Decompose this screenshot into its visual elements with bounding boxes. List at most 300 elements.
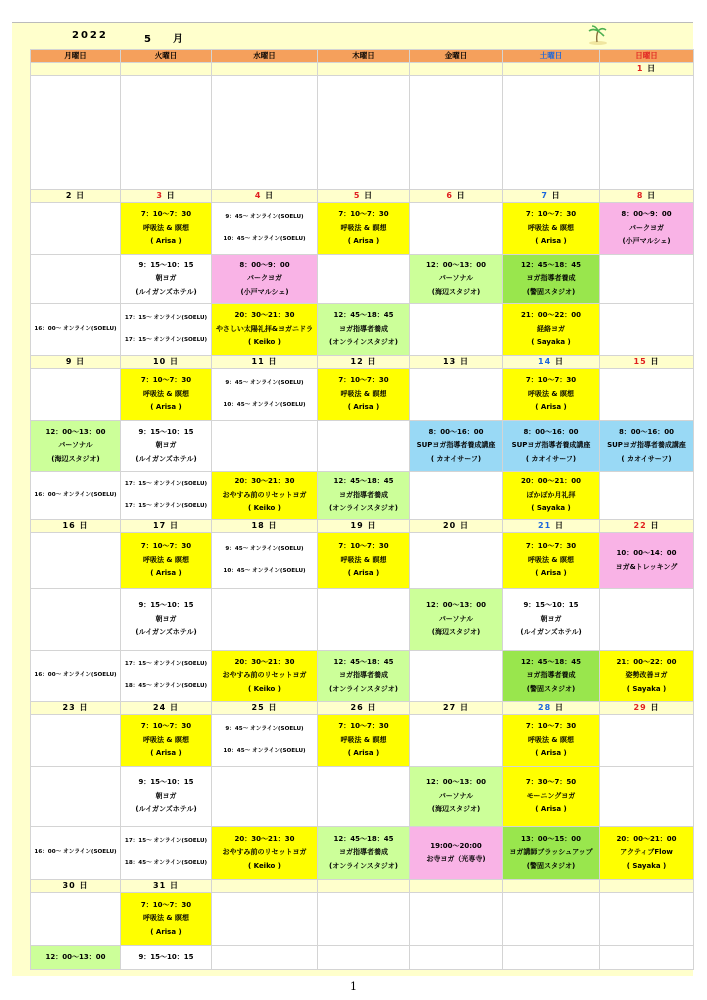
empty-cell [318,893,410,946]
event-cell[interactable] [121,893,212,946]
day-number-value: 12 [350,356,364,366]
empty-cell [410,893,503,946]
event-text: ヨガ講師ブラッシュアップ [509,848,593,857]
day-number: 31 日 [121,880,212,893]
empty-cell [31,767,121,827]
event-cell[interactable] [212,827,318,880]
event-text: 21：00〜22：00 [616,657,677,666]
day-number [212,880,318,893]
event-cell[interactable] [503,304,600,356]
event-text: 20：00〜21：00 [616,834,677,843]
event-cell[interactable] [318,827,410,880]
event-text: 7：30〜7：50 [525,778,577,787]
event-text: 20：30〜21：30 [234,834,295,843]
empty-cell [410,304,503,356]
event-text: ヨガ&トレッキング [615,562,678,571]
event-text: 17：15〜 オンライン(SOELU) [124,480,208,487]
day-number [212,63,318,76]
empty-cell [212,76,318,190]
event-cell[interactable] [121,589,212,651]
event-text: 20：00〜21：00 [521,477,581,486]
event-text: 9：15〜10：15 [523,601,579,610]
event-text: ( Arisa ) [347,749,380,758]
event-cell[interactable] [503,767,600,827]
page-number: 1 [350,980,357,993]
day-number: 15 日 [600,356,694,369]
event-text: 経絡ヨガ [537,324,565,333]
event-text: 呼吸法 & 瞑想 [143,735,189,744]
event-text: 17：15〜 オンライン(SOELU) [124,314,208,321]
day-number: 22 日 [600,520,694,533]
day-number-value: 9 [65,356,73,366]
empty-cell [318,255,410,304]
empty-cell [212,421,318,472]
event-text: 呼吸法 & 瞑想 [528,735,574,744]
event-text: 呼吸法 & 瞑想 [143,389,189,398]
event-text: 10：45〜 オンライン(SOELU) [223,235,306,242]
event-cell[interactable] [410,589,503,651]
empty-cell [318,946,410,970]
day-number-value: 28 [538,702,552,712]
day-number [410,880,503,893]
event-cell[interactable] [121,304,212,356]
event-text: 12：00〜13：00 [45,952,106,961]
event-text: 朝ヨガ [155,791,177,800]
day-number-value: 8 [636,190,644,200]
schedule-row [31,767,694,827]
event-text: ヨガ指導者養成 [339,848,388,857]
event-text: 7：10〜7：30 [525,722,577,731]
event-text: (海辺スタジオ) [431,287,481,296]
event-text: 7：10〜7：30 [338,542,389,551]
event-text: 9：45〜 オンライン(SOELU) [225,213,304,220]
schedule-row [31,203,694,255]
schedule-row [31,76,694,190]
empty-cell [600,76,694,190]
event-text: SUPヨガ指導者養成講座 [511,441,591,450]
event-cell[interactable] [503,203,600,255]
event-text: 20：30〜21：30 [234,657,295,666]
palm-tree-icon [586,25,608,45]
day-number [121,63,212,76]
event-cell[interactable] [121,767,212,827]
empty-cell [31,203,121,255]
event-cell[interactable] [503,533,600,589]
event-text: 8：00〜9：00 [621,210,672,219]
empty-cell [212,767,318,827]
schedule-row [31,533,694,589]
event-text: ヨガ指導者養成 [526,274,576,283]
event-text: ( カオイサーフ) [430,454,482,463]
event-text: パーソナル [438,791,474,800]
event-text: 10：00〜14：00 [616,549,677,558]
event-text: 朝ヨガ [540,614,562,623]
day-number [503,880,600,893]
empty-cell [31,369,121,421]
day-number-value: 18 [251,520,265,530]
empty-cell [410,76,503,190]
empty-cell [600,589,694,651]
event-text: おやすみ前のリセットヨガ [222,671,307,680]
event-cell[interactable] [212,651,318,702]
event-text: 13：00〜15：00 [521,834,581,843]
month-label: 5 月 [144,34,189,45]
day-number-value: 21 [538,520,552,530]
event-text: (海辺スタジオ) [431,805,481,814]
event-cell[interactable] [31,304,121,356]
day-number-value: 11 [251,356,265,366]
weekday-header: 土曜日 [503,50,600,63]
day-number-value: 24 [153,702,167,712]
day-number [503,63,600,76]
empty-cell [212,589,318,651]
event-cell[interactable] [121,421,212,472]
day-number-value: 29 [633,702,647,712]
event-text: ( Arisa ) [535,569,567,578]
event-cell[interactable] [410,421,503,472]
event-cell[interactable] [121,203,212,255]
event-cell[interactable] [410,767,503,827]
event-text: (ルイガンズホテル) [520,628,582,637]
day-number: 19 日 [318,520,410,533]
event-cell[interactable] [410,255,503,304]
day-number: 8 日 [600,190,694,203]
event-text: 呼吸法 & 瞑想 [528,389,574,398]
event-text: ( Keiko ) [248,338,281,347]
day-number-value: 16 [62,520,76,530]
day-number: 17 日 [121,520,212,533]
event-text: (オンラインスタジオ) [329,684,398,693]
day-number-value: 26 [350,702,364,712]
event-cell[interactable] [503,827,600,880]
day-number: 9 日 [31,356,121,369]
event-text: 20：30〜21：30 [234,311,295,320]
event-text: SUPヨガ指導者養成講座 [607,441,686,450]
weekday-header: 水曜日 [212,50,318,63]
day-number: 28 日 [503,702,600,715]
event-text: (ルイガンズホテル) [135,454,197,463]
month-header [12,23,693,48]
event-cell[interactable] [503,651,600,702]
day-number: 13 日 [410,356,503,369]
event-cell[interactable] [503,369,600,421]
event-text: 7：10〜7：30 [140,900,192,909]
event-text: 8：00〜16：00 [618,427,675,436]
event-cell[interactable] [318,304,410,356]
day-number-value: 10 [153,356,167,366]
event-text: 7：10〜7：30 [140,376,192,385]
empty-cell [31,533,121,589]
event-text: 16：00〜 オンライン(SOELU) [34,325,117,332]
event-text: 10：45〜 オンライン(SOELU) [223,747,306,754]
event-cell[interactable] [121,369,212,421]
event-text: 7：10〜7：30 [338,210,389,219]
event-text: 8：00〜16：00 [428,427,484,436]
event-cell[interactable] [318,533,410,589]
event-text: ( Arisa ) [535,805,567,814]
event-text: 7：10〜7：30 [338,376,389,385]
day-number: 11 日 [212,356,318,369]
event-text: ヨガ指導者養成 [339,490,388,499]
empty-cell [318,421,410,472]
event-text: アクティブFlow [620,848,673,857]
event-text: ( Arisa ) [150,749,182,758]
empty-cell [410,472,503,520]
event-text: ( Keiko ) [248,861,281,870]
schedule-row [31,304,694,356]
event-text: 12：45〜18：45 [521,657,581,666]
empty-cell [600,946,694,970]
day-number: 30 日 [31,880,121,893]
event-cell[interactable] [503,421,600,472]
weekday-header: 火曜日 [121,50,212,63]
event-text: ( カオイサーフ) [525,454,577,463]
event-text: ヨガ指導者養成 [339,324,388,333]
event-text: 17：15〜 オンライン(SOELU) [124,838,208,845]
day-number: 24 日 [121,702,212,715]
event-text: 呼吸法 & 瞑想 [528,555,574,564]
day-number-value: 4 [254,190,262,200]
event-text: ( Arisa ) [535,237,567,246]
event-text: 8：00〜9：00 [239,260,290,269]
day-number [31,63,121,76]
event-text: やさしい太陽礼拝&ヨガニドラ [215,324,314,333]
empty-cell [31,76,121,190]
event-text: ( Arisa ) [347,237,380,246]
event-text: (小戸マルシェ) [622,237,671,246]
event-cell[interactable] [121,827,212,880]
empty-cell [212,893,318,946]
day-number-value: 23 [62,702,76,712]
weekday-header: 金曜日 [410,50,503,63]
event-text: 7：10〜7：30 [525,542,577,551]
empty-cell [600,715,694,767]
event-text: 20：30〜21：30 [234,477,295,486]
schedule-row [31,421,694,472]
event-text: 18：45〜 オンライン(SOELU) [124,683,208,689]
event-text: ( Arisa ) [347,569,380,578]
event-cell[interactable] [318,715,410,767]
event-text: 17：15〜 オンライン(SOELU) [124,661,208,668]
event-text: 12：00〜13：00 [426,778,486,787]
schedule-row [31,651,694,702]
event-cell[interactable] [121,715,212,767]
event-text: 21：00〜22：00 [521,311,581,320]
event-text: パーソナル [438,614,474,623]
event-cell[interactable] [410,827,503,880]
event-cell[interactable] [212,203,318,255]
schedule-row [31,255,694,304]
event-cell[interactable] [600,421,694,472]
event-text: (ルイガンズホテル) [135,628,197,637]
event-cell[interactable] [121,472,212,520]
event-text: 呼吸法 & 瞑想 [340,223,387,232]
day-number-value: 15 [633,356,647,366]
day-number-value: 17 [153,520,167,530]
event-cell[interactable] [121,255,212,304]
event-text: 10：45〜 オンライン(SOELU) [223,567,306,574]
event-text: ( Arisa ) [535,403,567,412]
event-cell[interactable] [600,651,694,702]
empty-cell [318,767,410,827]
empty-cell [31,255,121,304]
event-text: 19:00〜20:00 [430,841,482,850]
event-cell[interactable] [31,946,121,970]
day-number: 20 日 [410,520,503,533]
day-number: 18 日 [212,520,318,533]
event-text: (海辺スタジオ) [431,628,481,637]
event-cell[interactable] [31,421,121,472]
day-number-value: 19 [350,520,364,530]
day-number: 1 日 [600,63,694,76]
day-number-value: 3 [156,190,163,200]
event-cell[interactable] [31,472,121,520]
event-cell[interactable] [121,651,212,702]
event-text: 12：45〜18：45 [333,657,394,666]
empty-cell [410,946,503,970]
event-text: 姿勢改善ヨガ [625,671,668,680]
event-text: 16：00〜 オンライン(SOELU) [34,491,117,498]
day-number: 29 日 [600,702,694,715]
empty-cell [31,715,121,767]
event-cell[interactable] [600,533,694,589]
event-text: 12：45〜18：45 [333,311,394,320]
day-number-value: 14 [538,356,552,366]
event-text: 9：45〜 オンライン(SOELU) [225,725,304,732]
event-text: ヨガ指導者養成 [526,671,576,680]
year-label: 2022 [72,30,108,41]
event-text: 12：45〜18：45 [333,477,394,486]
event-cell[interactable] [212,715,318,767]
schedule-row [31,369,694,421]
day-number-value: 1 [636,63,644,73]
event-text: 9：15〜10：15 [138,260,194,269]
event-text: 7：10〜7：30 [525,376,577,385]
event-text: 呼吸法 & 瞑想 [340,389,387,398]
day-number-value: 22 [633,520,647,530]
event-text: 呼吸法 & 瞑想 [143,914,189,923]
event-cell[interactable] [503,715,600,767]
event-text: パークヨガ [629,223,664,232]
event-text: 7：10〜7：30 [140,722,192,731]
event-text: 9：45〜 オンライン(SOELU) [225,545,304,552]
event-cell[interactable] [318,651,410,702]
day-number-value: 5 [353,190,361,200]
empty-cell [31,589,121,651]
empty-cell [318,589,410,651]
event-text: ( Sayaka ) [531,504,571,513]
event-text: (ルイガンズホテル) [135,287,197,296]
schedule-row [31,946,694,970]
event-text: 9：15〜10：15 [138,601,194,610]
event-text: ( Sayaka ) [626,684,667,693]
empty-cell [31,893,121,946]
event-cell[interactable] [318,472,410,520]
empty-cell [121,76,212,190]
event-cell[interactable] [503,472,600,520]
event-text: 呼吸法 & 瞑想 [340,555,387,564]
empty-cell [410,533,503,589]
event-text: ( Arisa ) [150,569,182,578]
event-text: ぽかぽか月礼拝 [526,490,576,499]
empty-cell [503,946,600,970]
event-text: 朝ヨガ [155,614,177,623]
day-number: 5 日 [318,190,410,203]
day-number [318,63,410,76]
day-number: 27 日 [410,702,503,715]
event-text: 17：15〜 オンライン(SOELU) [124,336,208,343]
event-text: 12：45〜18：45 [333,834,394,843]
event-text: 10：45〜 オンライン(SOELU) [223,401,306,408]
event-text: 7：10〜7：30 [140,542,192,551]
event-cell[interactable] [318,203,410,255]
event-text: SUPヨガ指導者養成講座 [416,441,496,450]
day-number: 21 日 [503,520,600,533]
empty-cell [600,255,694,304]
event-text: (小戸マルシェ) [240,287,289,296]
event-text: (海辺スタジオ) [51,454,100,463]
event-text: (警固スタジオ) [526,287,576,296]
event-cell[interactable] [212,255,318,304]
empty-cell [318,76,410,190]
event-text: 朝ヨガ [155,441,177,450]
event-cell[interactable] [600,827,694,880]
event-cell[interactable] [318,369,410,421]
schedule-row [31,589,694,651]
event-cell[interactable] [503,589,600,651]
event-text: おやすみ前のリセットヨガ [222,848,307,857]
day-number [318,880,410,893]
event-cell[interactable] [212,472,318,520]
day-number-value: 7 [541,190,548,200]
day-number-value: 13 [443,356,457,366]
day-number-value: 30 [62,880,76,890]
day-number [600,880,694,893]
event-cell[interactable] [31,651,121,702]
event-text: パーソナル [438,274,474,283]
event-text: 12：00〜13：00 [426,601,486,610]
event-text: 呼吸法 & 瞑想 [143,223,189,232]
event-cell[interactable] [212,369,318,421]
empty-cell [410,369,503,421]
event-cell[interactable] [121,946,212,970]
day-number: 3 日 [121,190,212,203]
day-number-value: 27 [443,702,457,712]
day-number-value: 25 [251,702,265,712]
event-text: 17：15〜 オンライン(SOELU) [124,502,208,509]
event-text: ( Arisa ) [150,237,182,246]
event-text: ( Keiko ) [248,504,281,513]
day-number: 10 日 [121,356,212,369]
event-cell[interactable] [212,533,318,589]
event-cell[interactable] [503,255,600,304]
event-cell[interactable] [600,203,694,255]
event-cell[interactable] [212,304,318,356]
event-cell[interactable] [31,827,121,880]
event-text: 7：10〜7：30 [338,722,389,731]
weekday-header: 木曜日 [318,50,410,63]
weekday-header: 日曜日 [600,50,694,63]
schedule-row [31,893,694,946]
event-text: 16：00〜 オンライン(SOELU) [34,672,117,679]
day-number: 26 日 [318,702,410,715]
event-text: 呼吸法 & 瞑想 [528,223,574,232]
event-cell[interactable] [121,533,212,589]
event-text: 朝ヨガ [155,274,177,283]
day-number: 14 日 [503,356,600,369]
event-text: 9：45〜 オンライン(SOELU) [225,379,304,386]
event-text: ( Sayaka ) [626,861,667,870]
